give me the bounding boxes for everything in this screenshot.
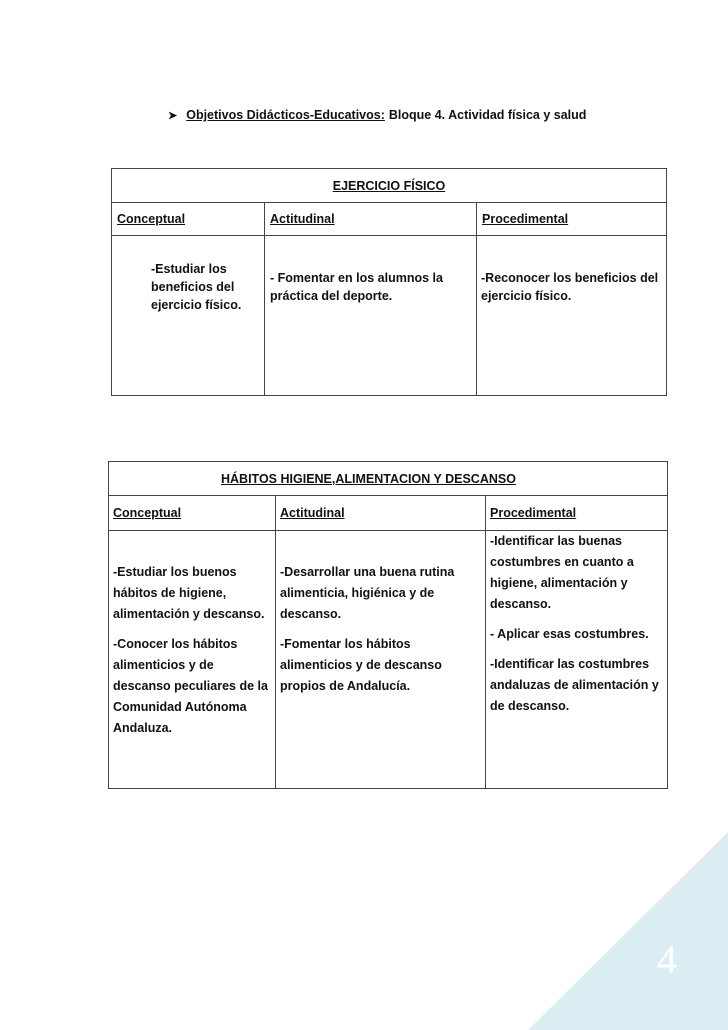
arrow-bullet-icon: ➤ — [168, 109, 178, 122]
column-header-conceptual: Conceptual — [112, 203, 265, 236]
page-number: 4 — [657, 937, 677, 982]
cell-paragraph: -Desarrollar una buena rutina alimenticia, higiénica y de descanso. — [280, 565, 455, 621]
heading-label: Objetivos Didácticos-Educativos: — [186, 108, 385, 122]
cell-paragraph: - Aplicar esas costumbres. — [490, 627, 649, 641]
column-header-procedimental: Procedimental — [477, 203, 667, 236]
section-heading — [168, 108, 586, 122]
column-header-actitudinal: Actitudinal — [265, 203, 477, 236]
ejercicio-fisico-table — [111, 168, 667, 396]
column-header-procedimental: Procedimental — [486, 496, 668, 531]
cell-actitudinal — [276, 531, 486, 789]
cell-paragraph: -Conocer los hábitos alimenticios y de descanso peculiares de la Comunidad Autónoma Andaluza. — [113, 637, 268, 735]
cell-paragraph: -Identificar las costumbres andaluzas de alimentación y de descanso. — [490, 657, 659, 713]
column-header-conceptual: Conceptual — [109, 496, 276, 531]
table-title: HÁBITOS HIGIENE,ALIMENTACION Y DESCANSO — [109, 462, 668, 496]
table-title: EJERCICIO FÍSICO — [112, 169, 667, 203]
cell-procedimental: -Reconocer los beneficios del ejercicio físico. — [477, 236, 667, 396]
cell-conceptual: -Estudiar los beneficios del ejercicio físico. — [112, 236, 265, 396]
cell-paragraph: -Identificar las buenas costumbres en cuanto a higiene, alimentación y descanso. — [490, 534, 634, 611]
habitos-table — [108, 461, 668, 789]
column-header-actitudinal: Actitudinal — [276, 496, 486, 531]
corner-decoration — [528, 832, 728, 1030]
heading-block-title: Bloque 4. Actividad física y salud — [388, 108, 587, 122]
cell-paragraph: -Fomentar los hábitos alimenticios y de descanso propios de Andalucía. — [280, 637, 442, 693]
cell-procedimental — [486, 531, 668, 789]
cell-conceptual — [109, 531, 276, 789]
cell-actitudinal: - Fomentar en los alumnos la práctica del deporte. — [265, 236, 477, 396]
cell-paragraph: -Estudiar los buenos hábitos de higiene, alimentación y descanso. — [113, 565, 265, 621]
